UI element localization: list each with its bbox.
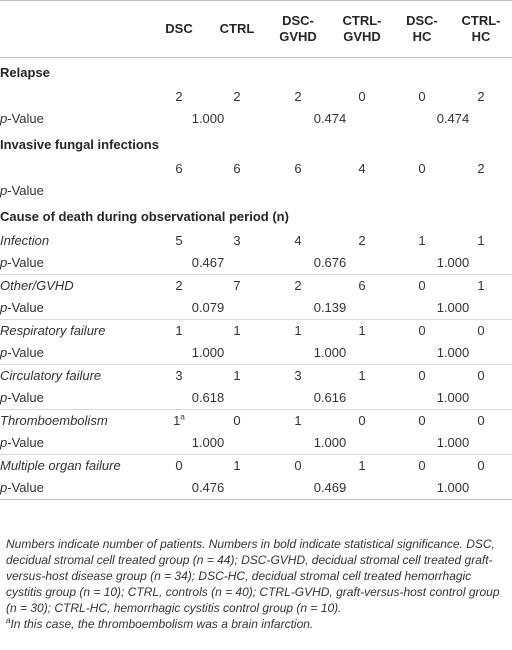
cell-value: 6 [175, 161, 183, 176]
cell-value: 0.676 [313, 255, 347, 270]
cell-value: 0 [450, 410, 512, 433]
row-label: p-Value [0, 255, 44, 270]
row-label: Multiple organ failure [0, 455, 150, 478]
row-label: Respiratory failure [0, 320, 150, 343]
section-title: Relapse [0, 64, 50, 80]
header-dsc: DSC [150, 1, 208, 58]
cell-value: 1 [330, 365, 394, 388]
table-row [0, 320, 512, 343]
cell-value: 1 [208, 365, 266, 388]
table-body [0, 58, 512, 500]
row-label: p-Value [0, 111, 44, 126]
p-value-row [0, 387, 512, 410]
row-label: Infection [0, 233, 50, 248]
cell-value: 0.474 [436, 111, 470, 126]
header-cell-empty [0, 1, 150, 58]
cell-value: 1.000 [313, 435, 347, 450]
header-ctrl-hc: CTRL- HC [450, 1, 512, 58]
table-row [0, 410, 512, 433]
row-label: p-Value [0, 390, 44, 405]
cell-value: 4 [294, 233, 302, 248]
cell-value: 0 [266, 455, 330, 478]
cell-value: 0.618 [191, 390, 225, 405]
p-value-row [0, 477, 512, 500]
row-label: Circulatory failure [0, 365, 150, 388]
cell-value: 0.476 [150, 477, 266, 500]
cell-value: 7 [208, 275, 266, 298]
cell-value [394, 180, 512, 202]
footnote-mark: a [180, 412, 185, 422]
row-label: p-Value [0, 345, 44, 360]
cell-value: 0 [394, 455, 450, 478]
row-label [0, 158, 150, 180]
header-dsc-hc: DSC- HC [394, 1, 450, 58]
row-label: Other/GVHD [0, 275, 150, 298]
cell-value: 1.000 [191, 111, 225, 126]
cell-value: 6 [233, 161, 241, 176]
cell-value: 1.000 [436, 345, 470, 360]
cell-value: 0.616 [313, 390, 347, 405]
cell-value: 2 [358, 233, 366, 248]
cell-value: 0 [450, 365, 512, 388]
p-value-row [0, 108, 512, 130]
cell-value: 3 [233, 233, 241, 248]
cell-value: 2 [150, 275, 208, 298]
cell-value: 1 [208, 320, 266, 343]
cell-value: 1.000 [436, 435, 470, 450]
cell-value: 0 [150, 455, 208, 478]
p-value-row [0, 432, 512, 455]
row-label: p-Value [0, 477, 150, 500]
cell-value: 0.469 [266, 477, 394, 500]
cell-value: 0 [418, 161, 426, 176]
header-row [0, 1, 512, 58]
cell-value: 1.000 [436, 390, 470, 405]
p-value-row [0, 252, 512, 275]
footnote-mark: a [6, 616, 11, 625]
section-row [0, 130, 512, 158]
cell-value: 3 [266, 365, 330, 388]
cell-value: 1 [150, 320, 208, 343]
cell-value: 1 [266, 320, 330, 343]
footnote [6, 616, 506, 632]
table-row [0, 365, 512, 388]
cell-value: 2 [175, 89, 183, 104]
cell-value [150, 180, 266, 202]
header-dsc-gvhd: DSC- GVHD [266, 1, 330, 58]
cell-value: 6 [330, 275, 394, 298]
section-title: Cause of death during observational period (n) [0, 208, 289, 224]
cell-value: 0 [418, 89, 426, 104]
header-ctrl-gvhd: CTRL- GVHD [330, 1, 394, 58]
cell-value: 1.000 [436, 255, 470, 270]
cell-value: 0.139 [313, 300, 347, 315]
cell-value: 0 [394, 365, 450, 388]
cell-value: 1 [266, 410, 330, 433]
row-label: p-Value [0, 300, 44, 315]
cell-value: 0 [450, 320, 512, 343]
cell-value: 1 [330, 320, 394, 343]
p-value-row [0, 297, 512, 320]
cell-value: 6 [294, 161, 302, 176]
p-value-row [0, 180, 512, 202]
cell-value: 4 [358, 161, 366, 176]
cell-value: 1$^a$ [150, 410, 208, 433]
row-label: Thromboembolism [0, 410, 150, 433]
cell-value: 0 [394, 410, 450, 433]
section-title: Invasive fungal infections [0, 136, 159, 152]
cell-value: 1.000 [436, 300, 470, 315]
cell-value: 0 [358, 89, 366, 104]
cell-value: 0 [208, 410, 266, 433]
cell-value: 0.467 [191, 255, 225, 270]
cell-value: 2 [477, 161, 485, 176]
cell-value: 0 [394, 275, 450, 298]
table-row [0, 275, 512, 298]
header-ctrl: CTRL [208, 1, 266, 58]
cell-value: 2 [266, 275, 330, 298]
table-row [0, 158, 512, 180]
table-row [0, 230, 512, 252]
cell-value: 0 [330, 410, 394, 433]
p-value-row [0, 342, 512, 365]
cell-value: 3 [150, 365, 208, 388]
table-row [0, 455, 512, 478]
row-label: p-Value [0, 435, 44, 450]
notes-text: Numbers indicate number of patients. Numbers in bold indicate statistical significance. DSC, decidual stromal cell treated group (n = 44); DSC-GVHD, decidual stromal cell treated graft-versus-host disease group (n = 34); DSC-HC, decidual stromal cell treated hemorrhagic cystitis group (n = 10); CTRL, controls (n = 40); CTRL-GVHD, graft-versus-host control group (n = 30); CTRL-HC, hemorrhagic cystitis control group (n = 10). [6, 537, 500, 615]
cell-value: 1 [418, 233, 426, 248]
row-label [0, 86, 150, 108]
cell-value: 1.000 [191, 345, 225, 360]
cell-value: 0 [450, 455, 512, 478]
cell-value: 5 [175, 233, 183, 248]
cell-value: 1 [450, 275, 512, 298]
cell-value: 1.000 [191, 435, 225, 450]
cell-value: 1 [330, 455, 394, 478]
section-row [0, 202, 512, 230]
cell-value: 1 [208, 455, 266, 478]
cell-value: 1.000 [394, 477, 512, 500]
section-row [0, 58, 512, 87]
row-label: p-Value [0, 183, 44, 198]
table-notes [6, 536, 506, 632]
cell-value [266, 180, 394, 202]
cell-value: 2 [294, 89, 302, 104]
footnote-text: In this case, the thromboembolism was a brain infarction. [10, 617, 314, 631]
cell-value: 2 [233, 89, 241, 104]
cell-value: 1 [477, 233, 485, 248]
cell-value: 0.079 [191, 300, 225, 315]
cell-value: 0.474 [313, 111, 347, 126]
table-row [0, 86, 512, 108]
cell-value: 2 [477, 89, 485, 104]
cell-value: 0 [394, 320, 450, 343]
cell-value: 1.000 [313, 345, 347, 360]
